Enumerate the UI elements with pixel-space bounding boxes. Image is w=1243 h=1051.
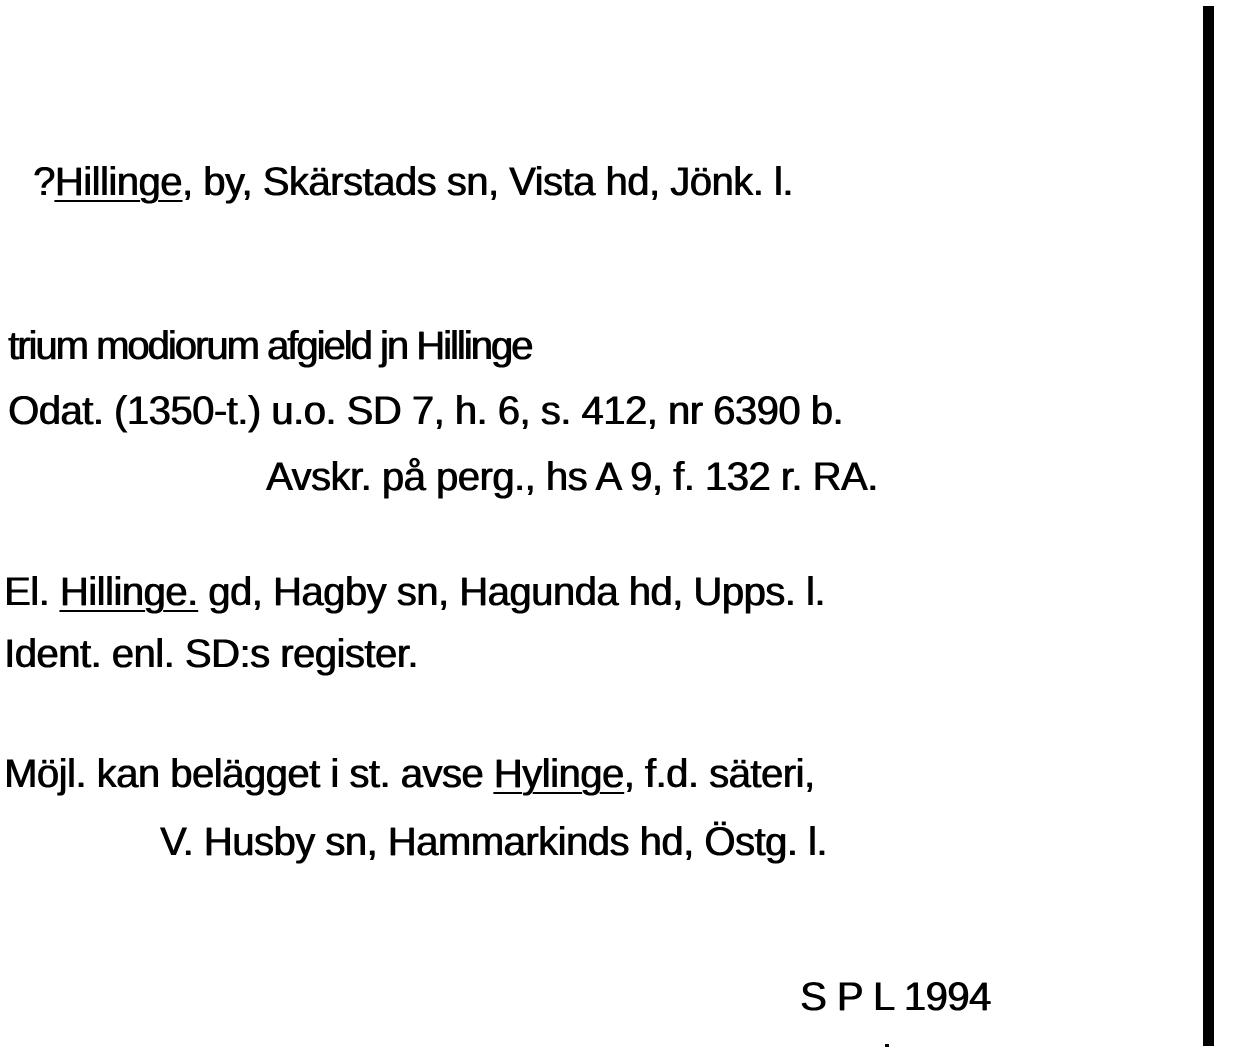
note-prefix: Möjl. kan belägget i st. avse bbox=[4, 752, 494, 796]
possible-alternative-note bbox=[4, 750, 814, 798]
scan-speck bbox=[885, 1044, 889, 1047]
source-line: Odat. (1350-t.) u.o. SD 7, h. 6, s. 412, nr 6390 b. bbox=[8, 389, 843, 433]
alt-prefix: El. bbox=[4, 570, 60, 614]
identification-note: Ident. enl. SD:s register. bbox=[4, 632, 418, 676]
alt-place-name: Hillinge. bbox=[59, 570, 198, 614]
source-transcript-line: Avskr. på perg., hs A 9, f. 132 r. RA. bbox=[266, 455, 878, 499]
quote-line: trium modiorum afgield jn Hillinge bbox=[8, 324, 532, 368]
note-place-name: Hylinge bbox=[493, 752, 624, 796]
note-place-description: , f.d. säteri, bbox=[623, 752, 815, 796]
possible-alternative-location: V. Husby sn, Hammarkinds hd, Östg. l. bbox=[160, 820, 827, 864]
uncertain-marker: ? bbox=[33, 160, 55, 204]
card-edge-border bbox=[1203, 6, 1214, 1046]
signature: S P L 1994 bbox=[800, 975, 991, 1019]
alternative-identification bbox=[4, 568, 825, 616]
place-name: Hillinge bbox=[54, 160, 182, 204]
place-description: , by, Skärstads sn, Vista hd, Jönk. l. bbox=[181, 160, 793, 204]
alt-place-description: gd, Hagby sn, Hagunda hd, Upps. l. bbox=[197, 570, 825, 614]
entry-headline bbox=[33, 158, 793, 206]
